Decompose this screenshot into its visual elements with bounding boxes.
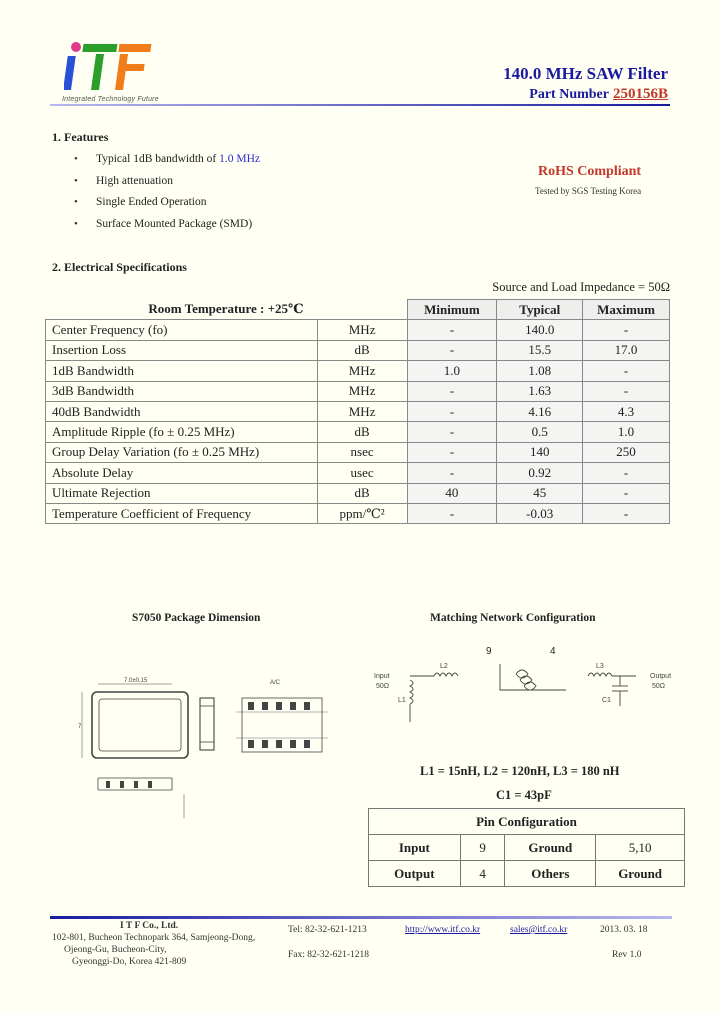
spec-param: 1dB Bandwidth (46, 361, 318, 381)
capacitor-value: C1 = 43pF (496, 788, 552, 802)
itf-logo-icon (64, 40, 164, 102)
pin-cell: Input (369, 835, 461, 861)
pin-cell: 4 (460, 861, 505, 887)
saw-filter-icon (516, 670, 536, 690)
spec-typ: -0.03 (497, 503, 583, 523)
col-maximum: Maximum (583, 300, 670, 320)
pin-cell: Ground (596, 861, 685, 887)
pin-config-table (368, 808, 685, 887)
output-label: Output (650, 673, 672, 680)
spec-typ: 140.0 (497, 320, 583, 340)
header-divider (50, 104, 670, 106)
spec-row (46, 422, 670, 442)
spec-min: - (407, 340, 497, 360)
spec-unit: dB (317, 483, 407, 503)
svg-text:A/C: A/C (270, 680, 281, 686)
spec-row (46, 442, 670, 462)
pin-row-input (369, 835, 685, 861)
spec-row (46, 463, 670, 483)
footer-company: I T F Co., Ltd. (120, 921, 179, 931)
footer-revision: Rev 1.0 (612, 950, 642, 960)
footer-website-link[interactable]: http://www.itf.co.kr (405, 925, 481, 935)
spec-param: Amplitude Ripple (fo ± 0.25 MHz) (46, 422, 318, 442)
spec-unit: MHz (317, 401, 407, 421)
col-typical: Typical (497, 300, 583, 320)
part-number-label: Part Number (529, 87, 609, 102)
spec-row (46, 340, 670, 360)
spec-param: Absolute Delay (46, 463, 318, 483)
spec-typ: 140 (497, 442, 583, 462)
spec-unit: dB (317, 422, 407, 442)
spec-row (46, 361, 670, 381)
room-temperature-label: Room Temperature : +25℃ (46, 300, 408, 320)
spec-max: 1.0 (583, 422, 670, 442)
footer-address-line: Gyeonggi-Do, Korea 421-809 (72, 957, 187, 967)
spec-unit: MHz (317, 320, 407, 340)
matching-network-diagram (370, 644, 680, 739)
spec-unit: dB (317, 340, 407, 360)
pin-config-title: Pin Configuration (369, 809, 685, 835)
spec-typ: 15.5 (497, 340, 583, 360)
spec-typ: 45 (497, 483, 583, 503)
rohs-badge: RoHS Compliant (538, 164, 642, 179)
spec-unit: MHz (317, 361, 407, 381)
spec-param: Insertion Loss (46, 340, 318, 360)
logo-tagline: Integrated Technology Future (62, 96, 159, 103)
bandwidth-value: 1.0 MHz (219, 153, 261, 165)
spec-max: - (583, 361, 670, 381)
spec-row (46, 381, 670, 401)
svg-text:7: 7 (78, 724, 82, 730)
footer-fax: Fax: 82-32-621-1218 (288, 950, 370, 960)
col-minimum: Minimum (407, 300, 497, 320)
spec-min: - (407, 463, 497, 483)
pin-label-right: 4 (550, 646, 556, 657)
spec-row (46, 320, 670, 340)
package-heading: S7050 Package Dimension (132, 612, 261, 624)
spec-table-body (46, 320, 670, 524)
spec-min: - (407, 320, 497, 340)
footer-email-link[interactable]: sales@itf.co.kr (510, 925, 568, 935)
input-label: Input (374, 673, 390, 680)
spec-param: 3dB Bandwidth (46, 381, 318, 401)
feature-item: • High attenuation (72, 172, 260, 194)
spec-min: - (407, 381, 497, 401)
spec-typ: 1.08 (497, 361, 583, 381)
spec-max: - (583, 483, 670, 503)
spec-param: Group Delay Variation (fo ± 0.25 MHz) (46, 442, 318, 462)
l1-label: L1 (398, 697, 406, 704)
spec-typ: 0.5 (497, 422, 583, 442)
spec-min: - (407, 503, 497, 523)
part-number-row (529, 85, 668, 103)
spec-max: 4.3 (583, 401, 670, 421)
footer-date: 2013. 03. 18 (600, 925, 648, 935)
footer-address-line: Ojeong-Gu, Bucheon-City, (64, 945, 167, 955)
spec-param: Center Frequency (fo) (46, 320, 318, 340)
spec-param: 40dB Bandwidth (46, 401, 318, 421)
footer-address-line: 102-801, Bucheon Technopark 364, Samjeong-Dong, (52, 933, 256, 943)
spec-max: - (583, 503, 670, 523)
spec-table (45, 299, 670, 524)
spec-max: 250 (583, 442, 670, 462)
footer-divider (50, 916, 672, 919)
company-logo (64, 40, 164, 102)
spec-unit: ppm/℃² (317, 503, 407, 523)
spec-row (46, 503, 670, 523)
output-impedance: 50Ω (652, 683, 666, 690)
impedance-note: Source and Load Impedance = 50Ω (492, 280, 670, 294)
l2-label: L2 (440, 663, 448, 670)
pin-cell: Others (505, 861, 596, 887)
feature-item: • Surface Mounted Package (SMD) (72, 215, 260, 237)
spec-min: 1.0 (407, 361, 497, 381)
bandwidth-prefix: Typical 1dB bandwidth of (96, 153, 220, 165)
spec-unit: nsec (317, 442, 407, 462)
spec-max: 17.0 (583, 340, 670, 360)
part-number-value: 250156B (612, 86, 668, 102)
footer-tel: Tel: 82-32-621-1213 (288, 925, 367, 935)
package-dim-label: 7.0±0.15 (124, 678, 148, 684)
pin-row-output (369, 861, 685, 887)
input-impedance: 50Ω (376, 683, 390, 690)
document-title: 140.0 MHz SAW Filter (503, 64, 668, 83)
features-heading: 1. Features (52, 130, 109, 144)
electrical-heading: 2. Electrical Specifications (52, 260, 187, 274)
spec-row (46, 483, 670, 503)
pin-cell: 5,10 (596, 835, 685, 861)
pin-label-top: 9 (486, 646, 492, 657)
spec-header-row (46, 300, 670, 320)
spec-typ: 0.92 (497, 463, 583, 483)
feature-item-bandwidth (72, 150, 260, 172)
rohs-subtitle: Tested by SGS Testing Korea (535, 186, 642, 196)
spec-typ: 4.16 (497, 401, 583, 421)
spec-min: - (407, 442, 497, 462)
spec-unit: usec (317, 463, 407, 483)
pin-cell: Ground (505, 835, 596, 861)
pin-cell: Output (369, 861, 461, 887)
spec-max: - (583, 381, 670, 401)
spec-min: 40 (407, 483, 497, 503)
matching-heading: Matching Network Configuration (430, 612, 596, 624)
inductor-values: L1 = 15nH, L2 = 120nH, L3 = 180 nH (420, 764, 620, 778)
spec-max: - (583, 463, 670, 483)
feature-item: • Single Ended Operation (72, 193, 260, 215)
pin-cell: 9 (460, 835, 505, 861)
l3-label: L3 (596, 663, 604, 670)
spec-min: - (407, 401, 497, 421)
c1-label: C1 (602, 697, 611, 704)
spec-unit: MHz (317, 381, 407, 401)
spec-param: Temperature Coefficient of Frequency (46, 503, 318, 523)
features-list (72, 150, 260, 237)
spec-typ: 1.63 (497, 381, 583, 401)
spec-param: Ultimate Rejection (46, 483, 318, 503)
spec-min: - (407, 422, 497, 442)
package-dimension-diagram (72, 668, 342, 824)
spec-max: - (583, 320, 670, 340)
spec-row (46, 401, 670, 421)
